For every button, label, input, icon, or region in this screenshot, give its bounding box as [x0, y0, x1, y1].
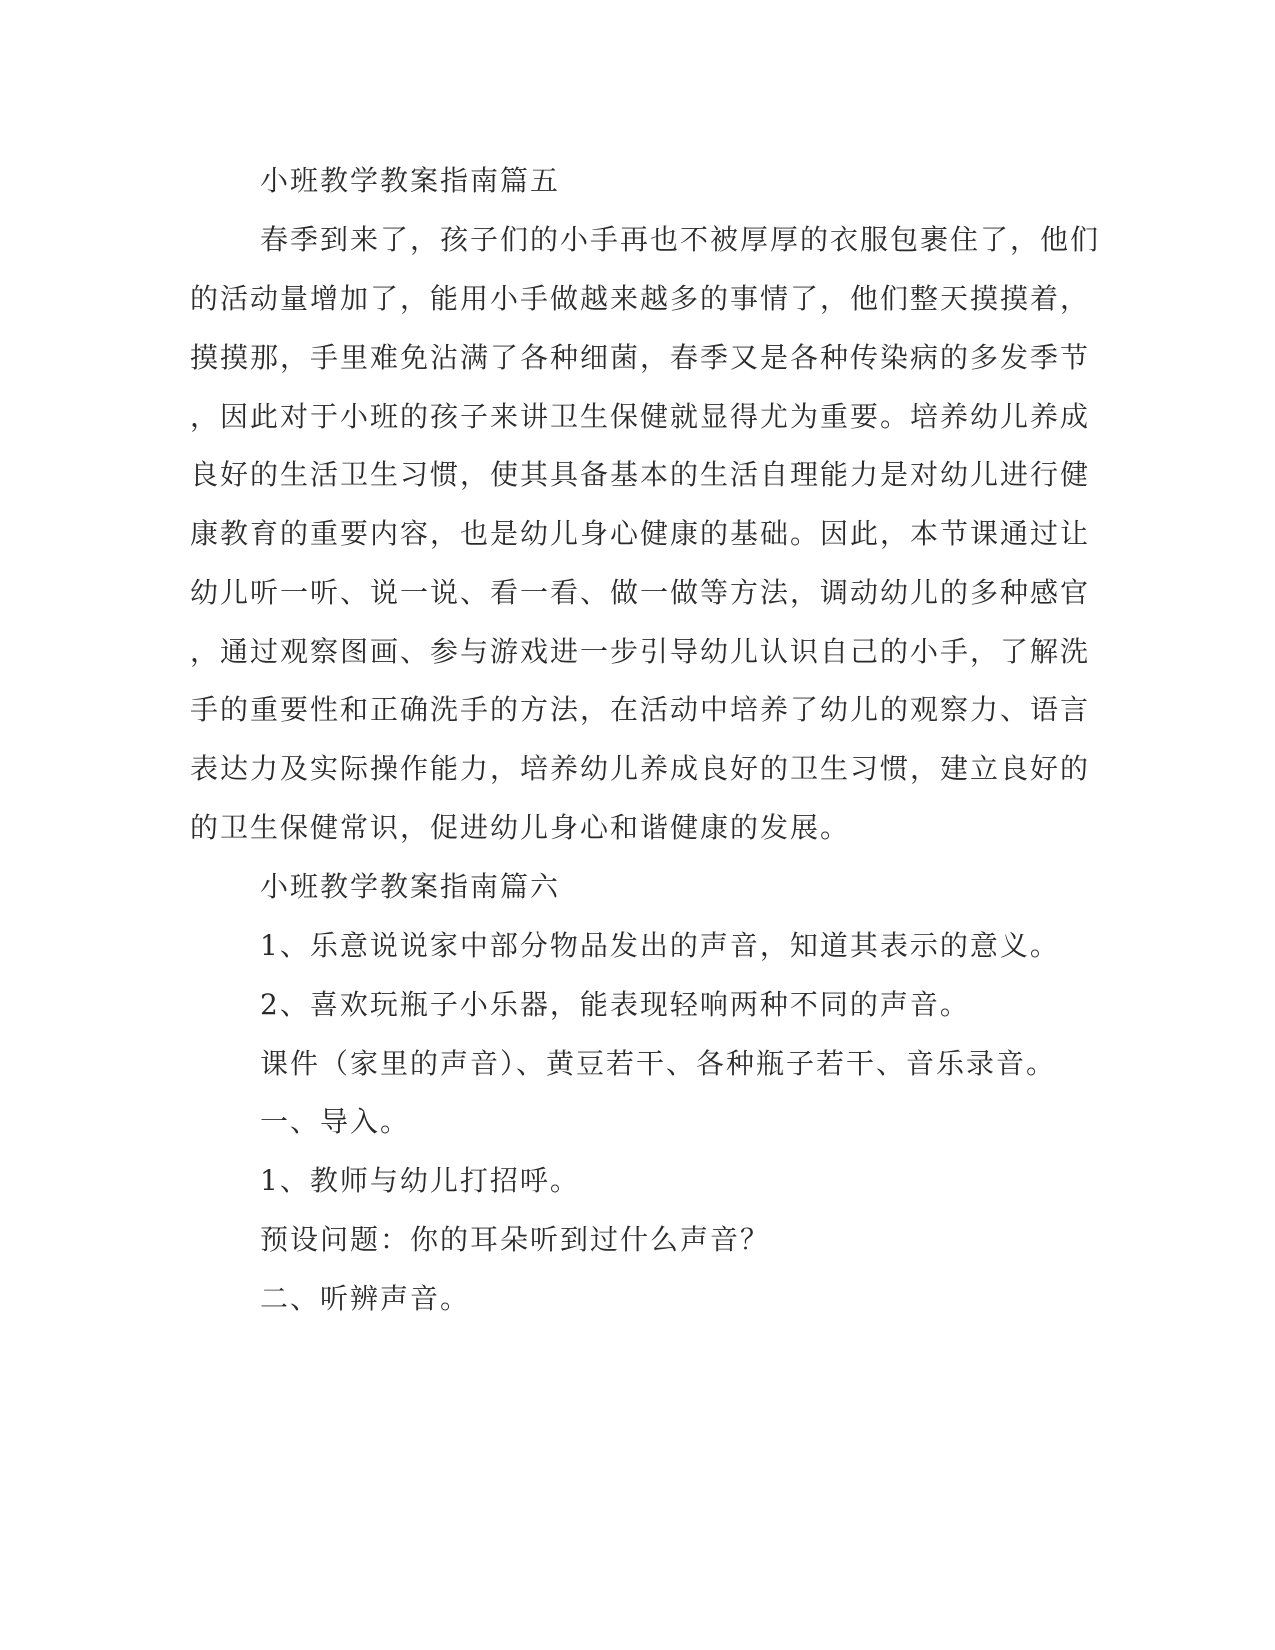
- paragraph-line: 摸摸那，手里难免沾满了各种细菌，春季又是各种传染病的多发季节: [190, 341, 1091, 374]
- list-item: 1、教师与幼儿打招呼。: [260, 1164, 580, 1197]
- paragraph-line: ，因此对于小班的孩子来讲卫生保健就显得尤为重要。培养幼儿养成: [190, 400, 1091, 433]
- paragraph-line: 手的重要性和正确洗手的方法，在活动中培养了幼儿的观察力、语言: [190, 693, 1091, 726]
- list-item: 1、乐意说说家中部分物品发出的声音，知道其表示的意义。: [260, 929, 1060, 962]
- paragraph-line: 预设问题：你的耳朵听到过什么声音？: [260, 1223, 771, 1256]
- list-item: 2、喜欢玩瓶子小乐器，能表现轻响两种不同的声音。: [260, 988, 970, 1021]
- section-heading: 小班教学教案指南篇六: [260, 870, 561, 903]
- subheading: 一、导入。: [260, 1105, 411, 1138]
- paragraph-line: ，通过观察图画、参与游戏进一步引导幼儿认识自己的小手，了解洗: [190, 635, 1091, 668]
- paragraph-line: 课件（家里的声音）、黄豆若干、各种瓶子若干、音乐录音。: [260, 1047, 1057, 1080]
- paragraph-line: 的卫生保健常识，促进幼儿身心和谐健康的发展。: [190, 811, 851, 844]
- paragraph-line: 的活动量增加了，能用小手做越来越多的事情了，他们整天摸摸着，: [190, 282, 1091, 315]
- paragraph-line: 康教育的重要内容，也是幼儿身心健康的基础。因此，本节课通过让: [190, 517, 1091, 550]
- subheading: 二、听辨声音。: [260, 1282, 471, 1315]
- paragraph-line: 春季到来了，孩子们的小手再也不被厚厚的衣服包裹住了，他们: [260, 223, 1101, 256]
- section-heading: 小班教学教案指南篇五: [260, 164, 561, 197]
- paragraph-line: 幼儿听一听、说一说、看一看、做一做等方法，调动幼儿的多种感官: [190, 576, 1091, 609]
- paragraph-line: 表达力及实际操作能力，培养幼儿养成良好的卫生习惯，建立良好的: [190, 752, 1091, 785]
- paragraph-line: 良好的生活卫生习惯，使其具备基本的生活自理能力是对幼儿进行健: [190, 458, 1091, 491]
